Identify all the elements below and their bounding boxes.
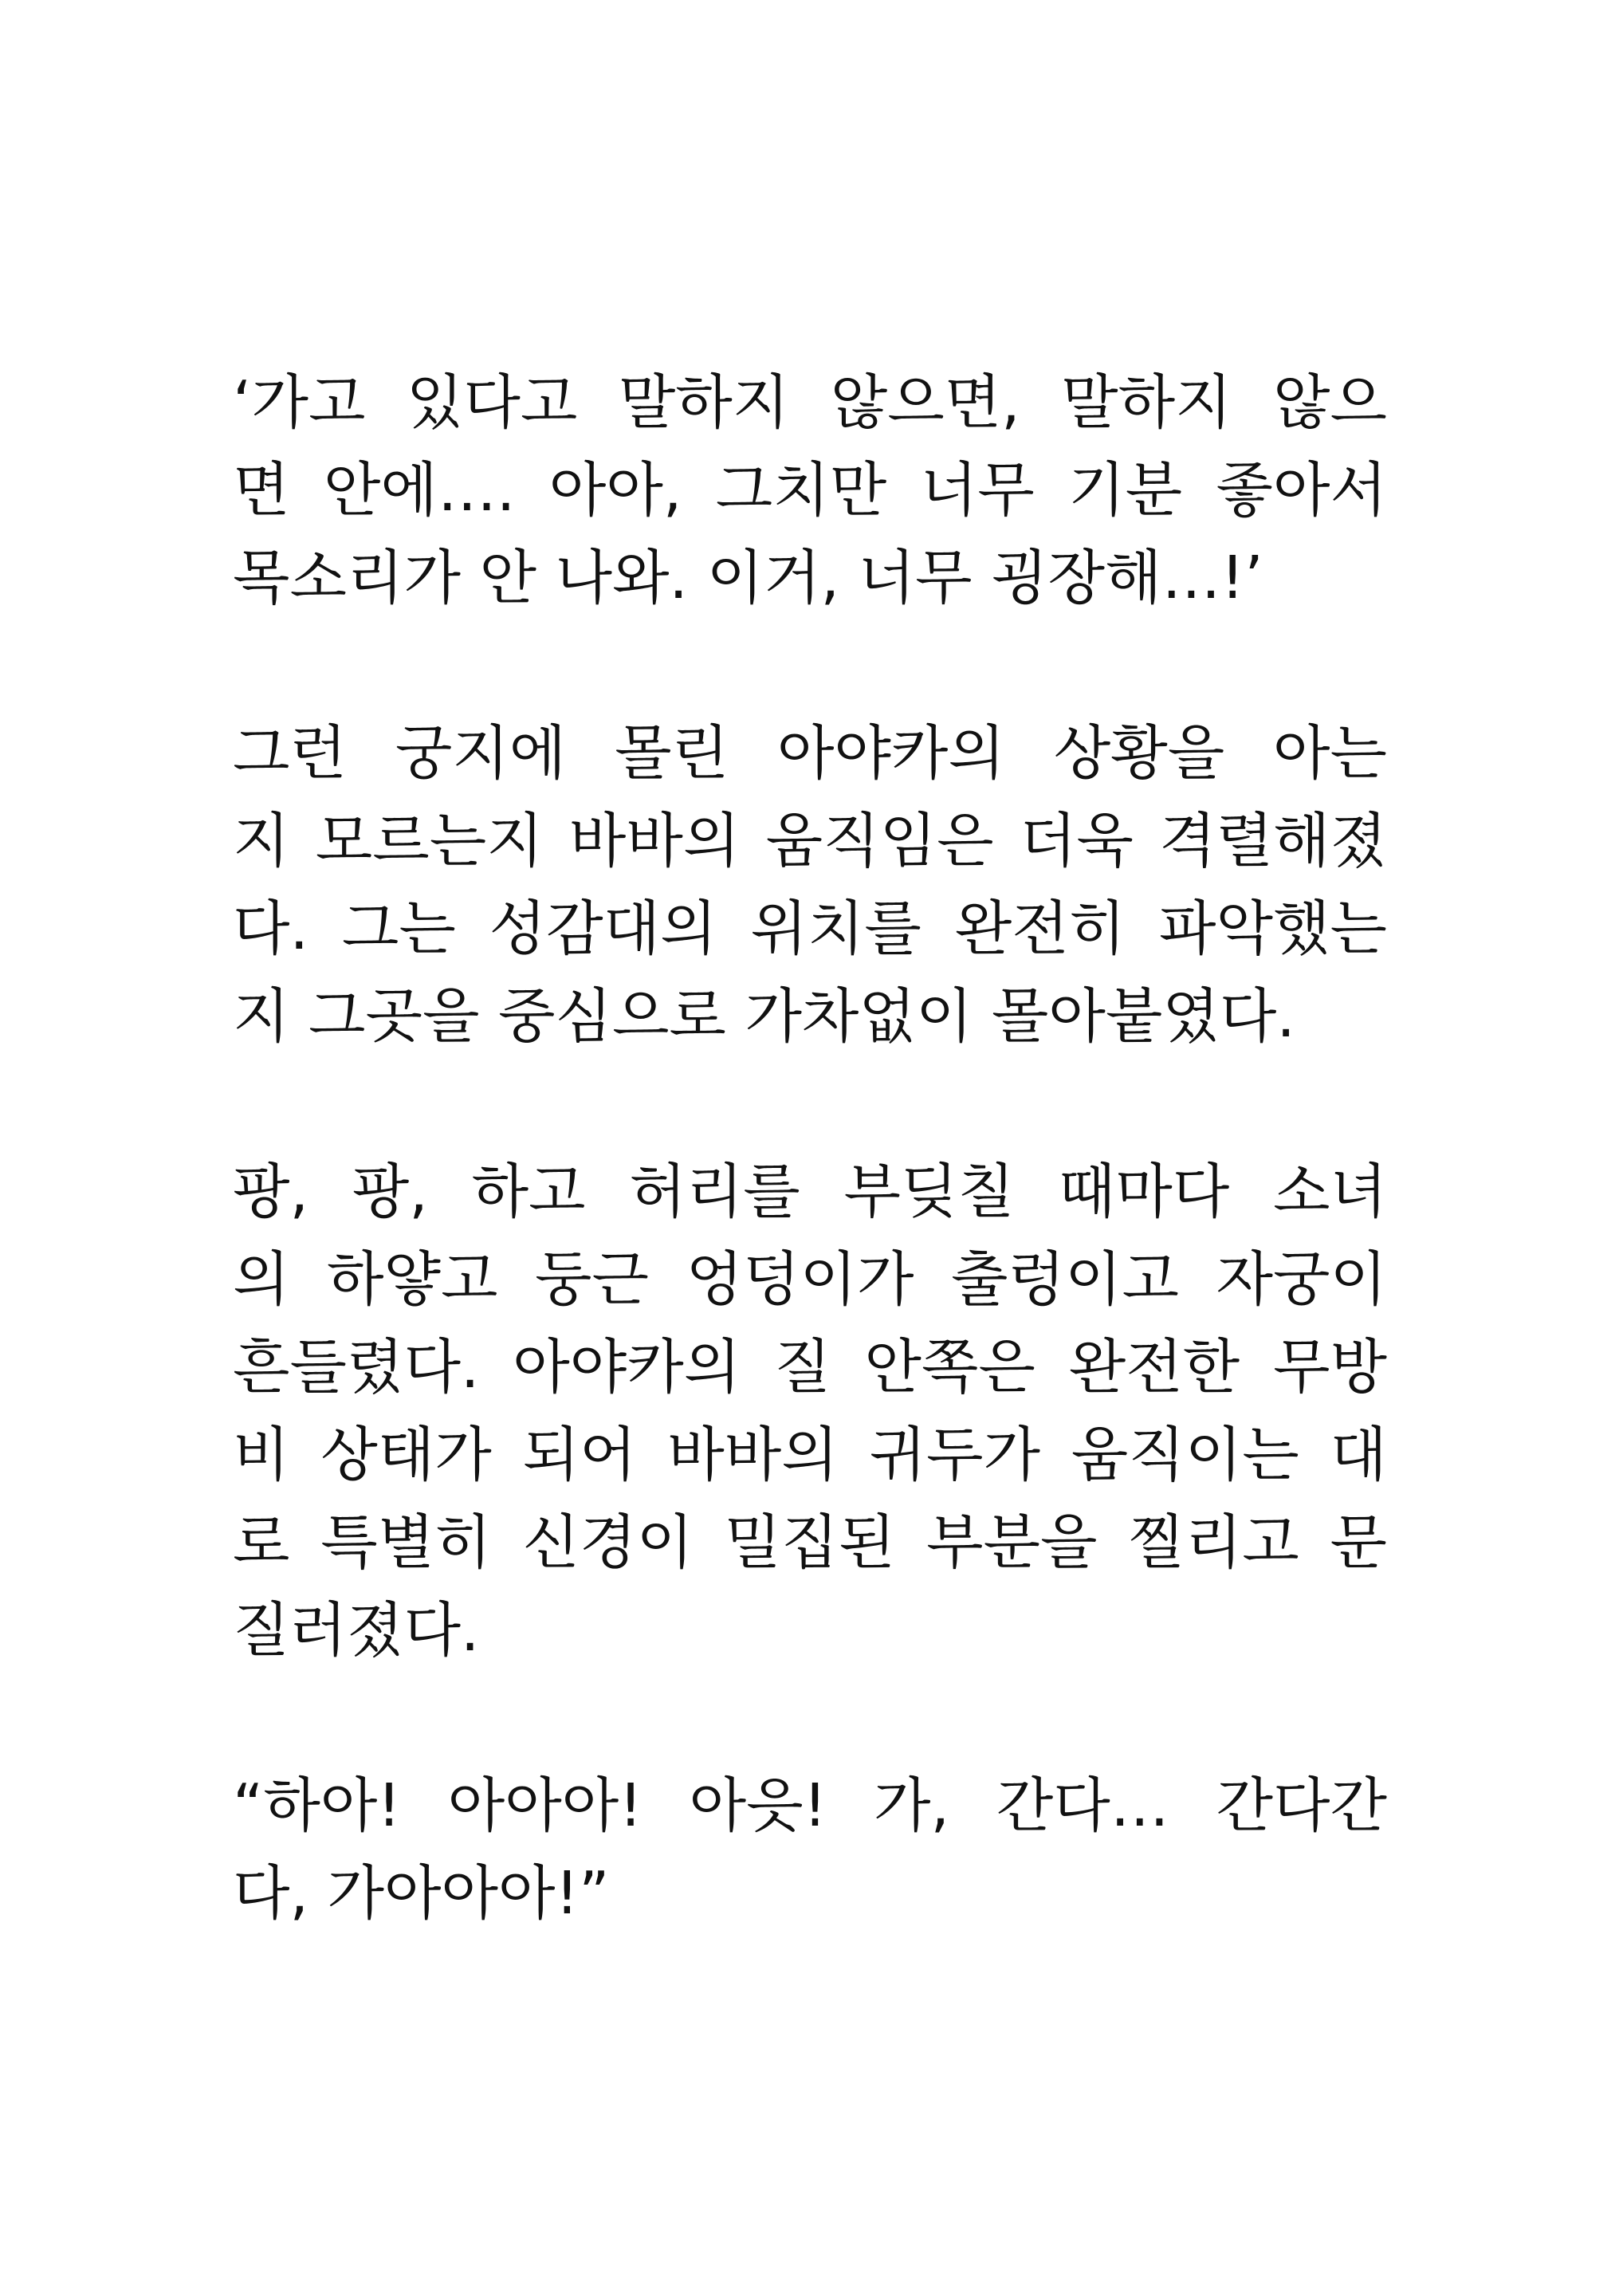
text-line: 비 상태가 되어 바바의 귀두가 움직이는 대	[233, 1421, 1387, 1489]
paragraph-4	[233, 1762, 1387, 1937]
body-text	[233, 359, 1387, 2025]
text-line: 그런 궁지에 몰린 아야카의 상황을 아는	[233, 719, 1387, 788]
paragraph-3	[233, 1148, 1387, 1674]
text-line: 질러졌다.	[233, 1596, 480, 1665]
text-line: 다. 그는 성감대의 위치를 완전히 파악했는	[233, 894, 1387, 963]
text-line: 목소리가 안 나와. 이거, 너무 굉장해…!’	[233, 544, 1263, 612]
text-line: ‘가고 있다고 말하지 않으면, 말하지 않으	[233, 368, 1387, 437]
text-line: 팡, 팡, 하고 허리를 부딪칠 때마다 소녀	[233, 1158, 1387, 1226]
text-line: 지 모르는지 바바의 움직임은 더욱 격렬해졌	[233, 807, 1387, 875]
paragraph-2	[233, 710, 1387, 1060]
text-line: 면 안에…. 아아, 그치만 너무 기분 좋아서	[233, 456, 1387, 525]
text-line: 로 특별히 신경이 밀집된 부분을 찔리고 문	[233, 1508, 1387, 1577]
text-line: 의 하얗고 둥근 엉덩이가 출렁이고 자궁이	[233, 1245, 1387, 1314]
text-line: 지 그곳을 중심으로 가차없이 몰아붙였다.	[233, 982, 1295, 1051]
text-line: 다, 가아아아!”	[233, 1859, 610, 1928]
text-line: 흔들렸다. 아야카의 질 안쪽은 완전한 무방	[233, 1333, 1387, 1402]
paragraph-1	[233, 359, 1387, 622]
text-line: “하아! 아아아! 아읏! 가, 간다… 간다간	[233, 1771, 1387, 1840]
